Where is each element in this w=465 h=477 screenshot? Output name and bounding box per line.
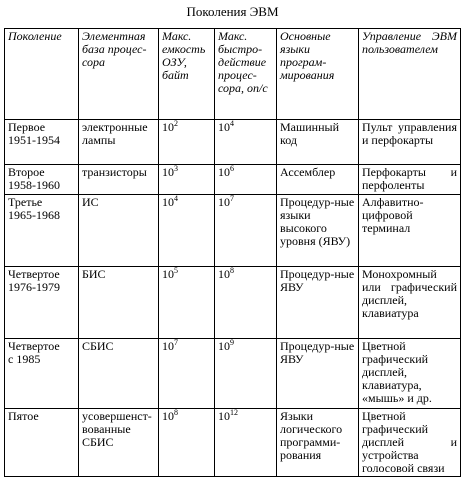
cell-generation: Четвертое 1976-1979 [5, 267, 79, 339]
cell-user-control: Алфавитно-цифровой терминал [359, 195, 461, 267]
cell-element-base: СБИС [79, 339, 159, 409]
cell-element-base: электронные лампы [79, 120, 159, 165]
cell-languages: Ассемблер [277, 165, 359, 195]
cell-user-control: Монохромный или графический дисплей, клавиатура [359, 267, 461, 339]
cell-generation: Четвертое с 1985 [5, 339, 79, 409]
cell-max-ram: $10^7$ [159, 339, 215, 409]
cell-max-ram: $10^8$ [159, 409, 215, 477]
cell-max-speed: $10^{12}$ [215, 409, 277, 477]
cell-max-speed: $10^7$ [215, 195, 277, 267]
cell-max-ram: $10^2$ [159, 120, 215, 165]
cell-max-speed: $10^9$ [215, 339, 277, 409]
cell-user-control: Цветной графический дисплей, клавиатура, «мышь» и др. [359, 339, 461, 409]
cell-max-speed: $10^6$ [215, 165, 277, 195]
cell-max-speed: $10^4$ [215, 120, 277, 165]
header-element-base: Элементная база процес-сора [79, 29, 159, 120]
cell-max-ram: $10^3$ [159, 165, 215, 195]
header-max-ram: Макс. емкость ОЗУ, байт [159, 29, 215, 120]
cell-max-speed: $10^8$ [215, 267, 277, 339]
table-header-row [5, 29, 461, 120]
cell-user-control: Перфокарты и перфоленты [359, 165, 461, 195]
cell-element-base: усовершенст-вованные СБИС [79, 409, 159, 477]
cell-generation: Второе 1958-1960 [5, 165, 79, 195]
cell-user-control: Цветной графический дисплей и устройства голосовой связи [359, 409, 461, 477]
table-row [5, 165, 461, 195]
cell-languages: Процедур-ные ЯВУ [277, 267, 359, 339]
header-max-speed: Макс. быстро-действие процес-сора, оп/с [215, 29, 277, 120]
cell-languages: Машинный код [277, 120, 359, 165]
generations-table [4, 28, 461, 477]
header-user-control: Управление ЭВМ пользователем [359, 29, 461, 120]
table-row [5, 120, 461, 165]
table-row [5, 409, 461, 477]
header-languages: Основные языки програм-мирования [277, 29, 359, 120]
cell-element-base: транзисторы [79, 165, 159, 195]
table-row [5, 195, 461, 267]
table-row [5, 339, 461, 409]
cell-max-ram: $10^4$ [159, 195, 215, 267]
cell-max-ram: $10^5$ [159, 267, 215, 339]
document-title: Поколения ЭВМ [186, 4, 279, 19]
cell-element-base: ИС [79, 195, 159, 267]
cell-element-base: БИС [79, 267, 159, 339]
cell-generation: Третье 1965-1968 [5, 195, 79, 267]
cell-languages: Языки логического программи-рования [277, 409, 359, 477]
cell-languages: Процедур-ные ЯВУ [277, 339, 359, 409]
cell-generation: Первое 1951-1954 [5, 120, 79, 165]
cell-generation: Пятое [5, 409, 79, 477]
table-row [5, 267, 461, 339]
cell-user-control: Пульт управления и перфокарты [359, 120, 461, 165]
header-generation: Поколение [5, 29, 79, 120]
cell-languages: Процедур-ные языки высокого уровня (ЯВУ) [277, 195, 359, 267]
